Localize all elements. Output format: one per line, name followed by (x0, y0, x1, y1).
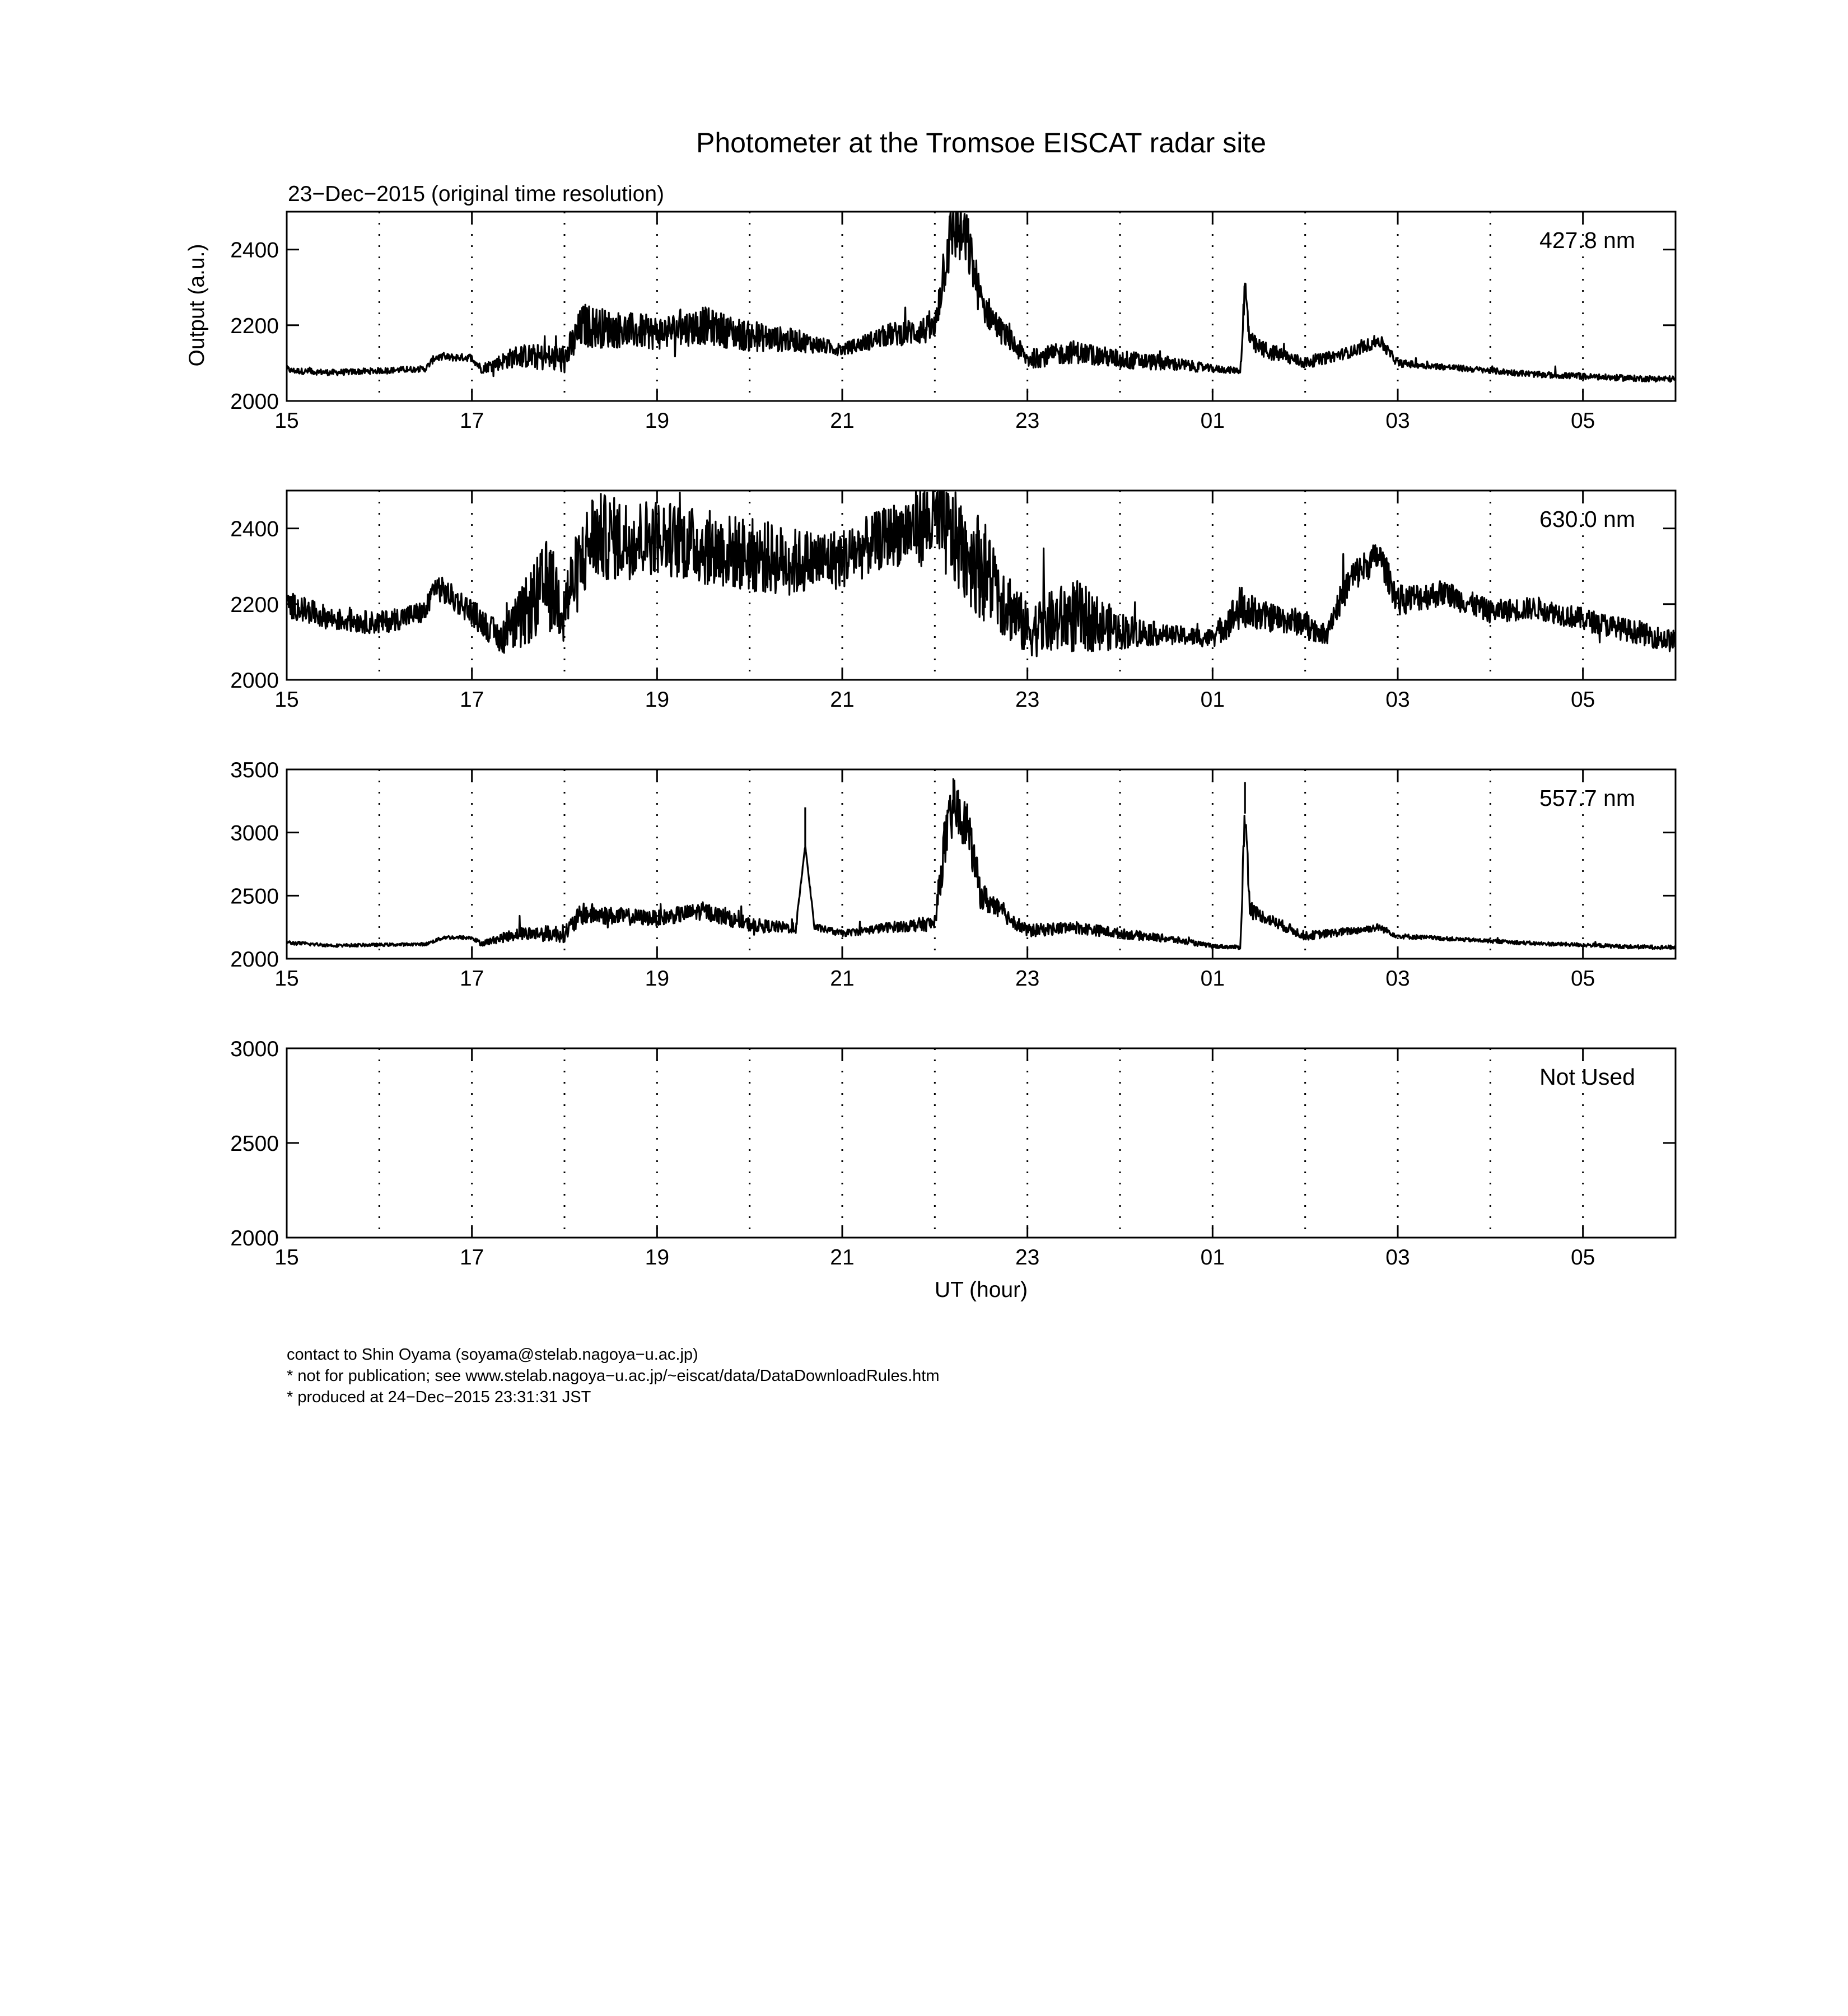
y-tick-label: 2400 (230, 238, 279, 263)
panel-4 (230, 1037, 1676, 1270)
x-tick-label: 01 (1200, 1245, 1225, 1270)
x-tick-label: 03 (1385, 967, 1410, 991)
y-tick-label: 3000 (230, 1037, 279, 1061)
x-tick-label: 01 (1200, 688, 1225, 712)
footer-contact: contact to Shin Oyama (soyama@stelab.nagoya−u.ac.jp) (287, 1346, 698, 1364)
x-tick-label: 05 (1570, 1245, 1595, 1270)
x-tick-label: 01 (1200, 967, 1225, 991)
x-tick-label: 03 (1385, 409, 1410, 433)
x-tick-label: 21 (830, 967, 855, 991)
x-tick-label: 03 (1385, 688, 1410, 712)
y-tick-label: 2200 (230, 314, 279, 338)
y-tick-label: 2000 (230, 669, 279, 693)
x-tick-label: 05 (1570, 409, 1595, 433)
y-tick-label: 2500 (230, 884, 279, 909)
chart-panels (230, 204, 1676, 1270)
x-tick-label: 01 (1200, 409, 1225, 433)
y-tick-label: 2500 (230, 1132, 279, 1156)
panel-label: 557.7 nm (1539, 785, 1635, 811)
panel-label: Not Used (1539, 1064, 1635, 1090)
x-tick-label: 19 (645, 967, 670, 991)
x-tick-label: 15 (274, 409, 299, 433)
footer-rules: * not for publication; see www.stelab.nagoya−u.ac.jp/~eiscat/data/DataDownloadRules.htm (287, 1367, 940, 1385)
y-axis-label: Output (a.u.) (185, 244, 209, 367)
x-axis-label: UT (hour) (934, 1278, 1028, 1302)
panel-2 (230, 478, 1676, 712)
x-tick-label: 21 (830, 1245, 855, 1270)
x-tick-label: 05 (1570, 967, 1595, 991)
series-line-1 (287, 778, 1676, 949)
y-tick-label: 3000 (230, 821, 279, 846)
axes-frame (287, 212, 1676, 401)
footer-produced: * produced at 24−Dec−2015 23:31:31 JST (287, 1388, 591, 1406)
y-tick-label: 2000 (230, 948, 279, 972)
x-tick-label: 21 (830, 409, 855, 433)
panel-label: 630.0 nm (1539, 506, 1635, 532)
y-tick-label: 3500 (230, 758, 279, 782)
x-tick-label: 23 (1015, 409, 1040, 433)
footer-notes (287, 1344, 940, 1408)
y-tick-label: 2000 (230, 390, 279, 414)
x-tick-label: 17 (459, 1245, 484, 1270)
x-tick-label: 17 (459, 688, 484, 712)
panel-label: 427.8 nm (1539, 227, 1635, 253)
x-tick-label: 17 (459, 967, 484, 991)
panel-1 (230, 204, 1676, 433)
series-line-1 (287, 204, 1676, 382)
x-tick-label: 23 (1015, 1245, 1040, 1270)
x-tick-label: 15 (274, 688, 299, 712)
axes-frame (287, 769, 1676, 959)
x-tick-label: 23 (1015, 688, 1040, 712)
chart-subtitle: 23−Dec−2015 (original time resolution) (288, 182, 665, 206)
x-tick-label: 19 (645, 1245, 670, 1270)
x-tick-label: 03 (1385, 1245, 1410, 1270)
x-tick-label: 15 (274, 1245, 299, 1270)
x-tick-label: 15 (274, 967, 299, 991)
y-tick-label: 2000 (230, 1226, 279, 1250)
y-tick-label: 2200 (230, 592, 279, 617)
panel-3 (230, 758, 1676, 991)
x-tick-label: 21 (830, 688, 855, 712)
x-tick-label: 19 (645, 688, 670, 712)
series-line-1 (287, 478, 1676, 656)
chart-title: Photometer at the Tromsoe EISCAT radar site (696, 127, 1267, 158)
x-tick-label: 23 (1015, 967, 1040, 991)
x-tick-label: 19 (645, 409, 670, 433)
x-tick-label: 05 (1570, 688, 1595, 712)
x-tick-label: 17 (459, 409, 484, 433)
y-tick-label: 2400 (230, 517, 279, 542)
axes-frame (287, 1048, 1676, 1238)
